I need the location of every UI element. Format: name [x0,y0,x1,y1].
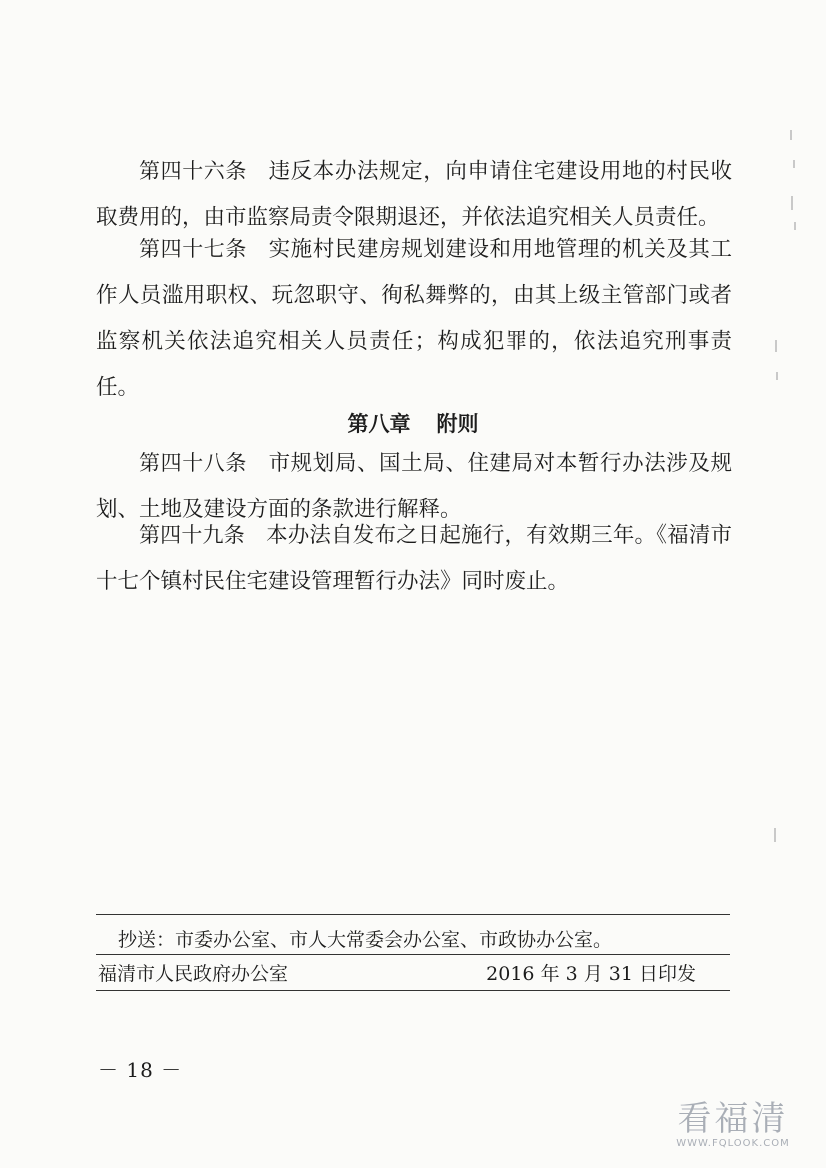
chapter-title: 附则 [436,412,479,436]
watermark-logo [658,1100,808,1150]
scan-mark [790,130,792,140]
scan-mark [794,222,796,230]
article-47 [96,226,732,411]
chapter-heading [0,406,826,442]
article-48-number: 第四十八条 [139,451,247,475]
footer-top-rule [96,914,730,915]
footer-middle-rule [96,954,730,955]
scan-mark [775,340,777,352]
chapter-number: 第八章 [347,412,411,436]
cc-line: 抄送：市委办公室、市人大常委会办公室、市政协办公室。 [118,929,613,951]
footer-bottom-rule [96,990,730,991]
issue-date: 2016 年 3 月 31 日印发 [486,963,696,985]
scan-mark [791,196,793,210]
article-46-text: 违反本办法规定，向申请住宅建设用地的村民收取费用的，由市监察局责令限期退还，并依法追究相关人员责任。 [96,159,732,230]
watermark-text: 看福清 [677,1099,789,1139]
page-number: － 18 － [98,1058,183,1082]
article-46-number: 第四十六条 [139,159,247,183]
scan-mark [793,160,795,168]
issuer: 福清市人民政府办公室 [98,963,289,985]
scan-mark [776,372,778,380]
article-47-text: 实施村民建房规划建设和用地管理的机关及其工作人员滥用职权、玩忽职守、徇私舞弊的，由其上级主管部门或者监察机关依法追究相关人员责任；构成犯罪的，依法追究刑事责任。 [96,237,732,400]
scan-mark [774,828,776,842]
article-49-number: 第四十九条 [139,523,245,547]
article-49-text: 本办法自发布之日起施行，有效期三年。《福清市十七个镇村民住宅建设管理暂行办法》同时废止。 [96,523,733,594]
watermark-url: WWW.FQLOOK.COM [676,1138,790,1149]
article-49 [96,512,732,605]
article-48-text: 市规划局、国土局、住建局对本暂行办法涉及规划、土地及建设方面的条款进行解释。 [96,451,732,522]
article-47-number: 第四十七条 [139,237,247,261]
